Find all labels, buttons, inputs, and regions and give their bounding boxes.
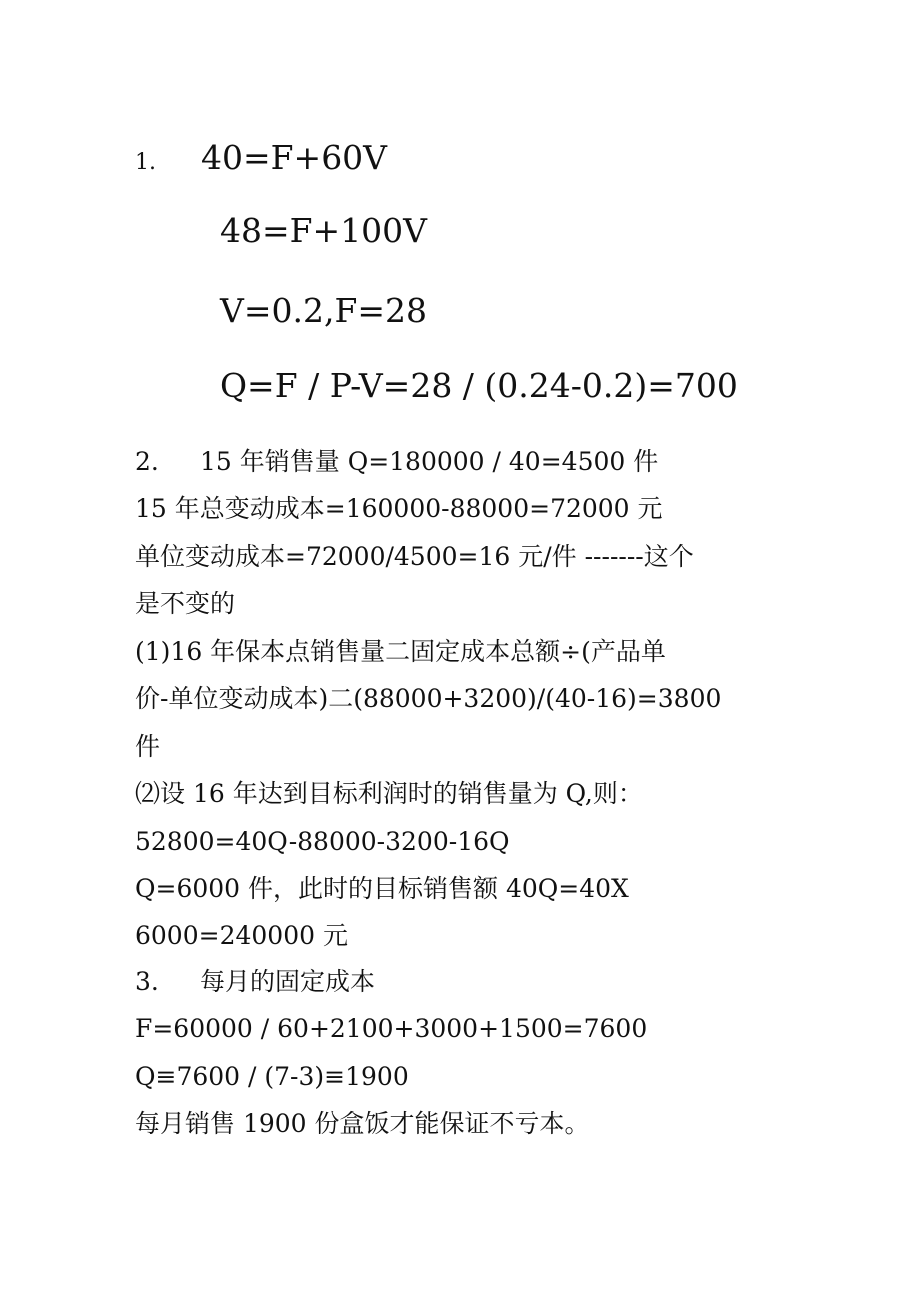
section-2-line-1 [135,446,658,478]
equation-solution: V=0.2,F=28 [220,291,427,330]
section-3-text-1: 每月的固定成本 [200,967,376,996]
equation-2: 48=F+100V [220,211,428,250]
section-2-line-8: ⑵设 16 年达到目标利润时的销售量为 Q,则： [135,779,643,808]
section-2-line-5: (1)16 年保本点销售量二固定成本总额÷(产品单 [135,637,666,666]
section-3-line-2: F=60000 / 60+2100+3000+1500=7600 [135,1014,648,1043]
section-2-line-10: Q=6000 件，此时的目标销售额 40Q=40X [135,874,629,903]
section-2-number: 2. [135,447,159,476]
section-1-line-1 [135,138,387,183]
section-3-line-1 [135,966,375,998]
equation-breakeven: Q=F / P-V=28 / (0.24-0.2)=700 [220,366,738,405]
section-2-line-3: 单位变动成本=72000/4500=16 元/件 -------这个 [135,542,694,571]
section-1-number: 1. [135,150,156,175]
section-2-line-2: 15 年总变动成本=160000-88000=72000 元 [135,494,663,523]
equation-1: 40=F+60V [201,138,388,177]
section-2-text-1: 15 年销售量 Q=180000 / 40=4500 件 [200,447,659,476]
section-2-line-4: 是不变的 [135,589,236,618]
section-2-line-9: 52800=40Q-88000-3200-16Q [135,827,510,856]
section-2-line-6: 价-单位变动成本)二(88000+3200)/(40-16)=3800 [135,684,722,713]
section-2-line-7: 件 [135,732,161,761]
section-3-line-3: Q≡7600 / (7-3)≡1900 [135,1062,409,1091]
section-3-line-4: 每月销售 1900 份盒饭才能保证不亏本。 [135,1109,590,1138]
section-3-number: 3. [135,967,159,996]
section-2-line-11: 6000=240000 元 [135,921,348,950]
